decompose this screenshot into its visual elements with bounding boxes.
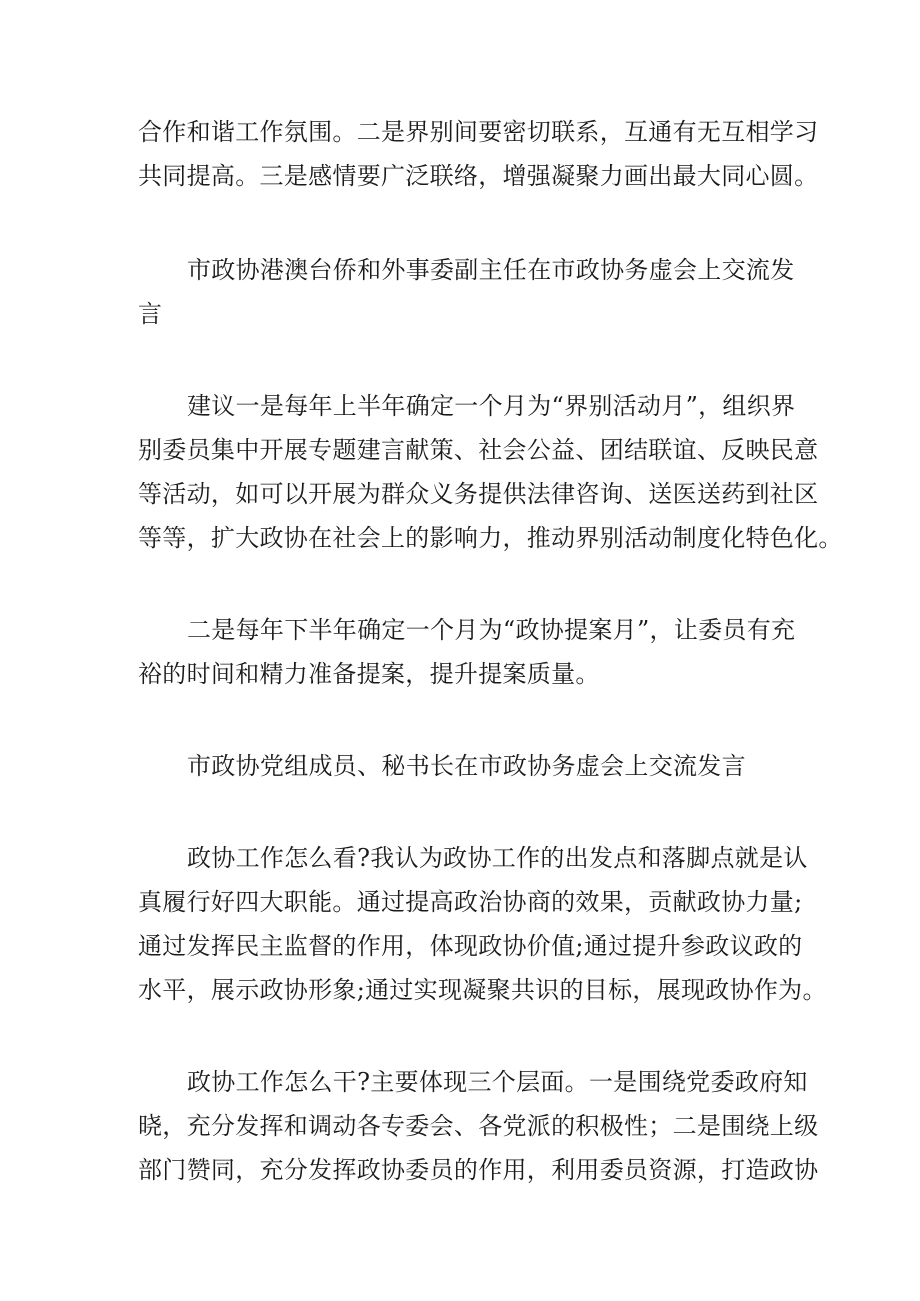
paragraph-how-to-view <box>138 836 827 1012</box>
paragraph-how-to-do <box>138 1060 819 1192</box>
text-line: 真履行好四大职能。通过提高政治协商的效果，贡献政协力量; <box>138 888 803 916</box>
text-line: 市政协党组成员、秘书长在市政协务虚会上交流发言 <box>187 752 746 780</box>
paragraph-suggestion-one <box>138 384 843 560</box>
text-line: 通过发挥民主监督的作用，体现政协价值;通过提升参政议政的 <box>138 932 803 960</box>
text-line: 水平，展示政协形象;通过实现凝聚共识的目标，展现政协作为。 <box>138 976 827 1004</box>
text-line: 合作和谐工作氛围。二是界别间要密切联系，互通有无互相学习 <box>138 118 819 146</box>
section-heading-hkmacao-committee <box>138 248 798 336</box>
section-heading-secretary-general <box>138 744 798 788</box>
text-line: 言 <box>138 300 163 328</box>
text-line: 等活动，如可以开展为群众义务提供法律咨询、送医送药到社区 <box>138 480 819 508</box>
text-line: 裕的时间和精力准备提案，提升提案质量。 <box>138 660 600 688</box>
paragraph-suggestion-two <box>138 608 798 696</box>
text-line: 共同提高。三是感情要广泛联络，增强凝聚力画出最大同心圆。 <box>138 162 819 190</box>
text-line: 政协工作怎么看?我认为政协工作的出发点和落脚点就是认 <box>187 844 808 872</box>
text-line: 部门赞同，充分发挥政协委员的作用，利用委员资源，打造政协 <box>138 1156 819 1184</box>
text-line: 二是每年下半年确定一个月为“政协提案月”，让委员有充 <box>187 616 796 644</box>
text-line: 等等，扩大政协在社会上的影响力，推动界别活动制度化特色化。 <box>138 524 843 552</box>
text-line: 建议一是每年上半年确定一个月为“界别活动月”，组织界 <box>187 392 796 420</box>
document-page <box>138 110 843 1192</box>
text-line: 政协工作怎么干?主要体现三个层面。一是围绕党委政府知 <box>187 1068 808 1096</box>
text-line: 晓，充分发挥和调动各专委会、各党派的积极性；二是围绕上级 <box>138 1112 819 1140</box>
text-line: 市政协港澳台侨和外事委副主任在市政协务虚会上交流发 <box>187 256 795 284</box>
text-line: 别委员集中开展专题建言献策、社会公益、团结联谊、反映民意 <box>138 436 819 464</box>
paragraph-continuation <box>138 110 819 198</box>
